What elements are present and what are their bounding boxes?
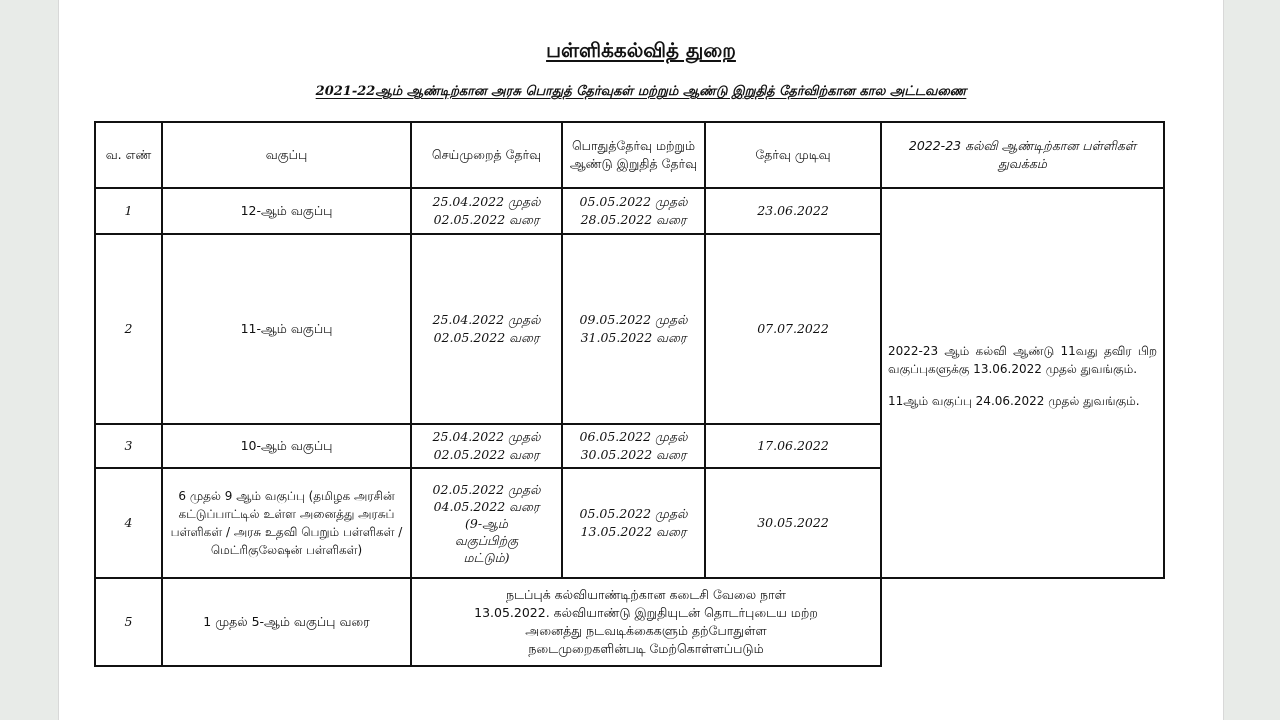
row-exam	[562, 234, 705, 424]
practical-line: 25.04.2022 முதல்	[432, 312, 541, 327]
row-exam	[562, 188, 705, 234]
row-sno: 4	[95, 468, 162, 578]
note-line: நடைமுறைகளின்படி மேற்கொள்ளப்படும்	[528, 641, 764, 656]
department-title: பள்ளிக்கல்வித் துறை	[546, 38, 736, 62]
header-sno: வ. எண்	[95, 122, 162, 188]
exam-line: 13.05.2022 வரை	[580, 524, 687, 539]
header-exam: பொதுத்தேர்வு மற்றும் ஆண்டு இறுதித் தேர்வு	[562, 122, 705, 188]
row-exam	[562, 468, 705, 578]
opening-note-2: 11ஆம் வகுப்பு 24.06.2022 முதல் துவங்கும்.	[888, 394, 1140, 408]
row-class: 10-ஆம் வகுப்பு	[162, 424, 411, 468]
row-sno: 3	[95, 424, 162, 468]
practical-line: 04.05.2022 வரை	[433, 498, 540, 514]
practical-line: 25.04.2022 முதல்	[432, 429, 541, 444]
practical-line: 02.05.2022 வரை	[433, 330, 540, 345]
practical-line: 02.05.2022 வரை	[433, 447, 540, 462]
row-result: 17.06.2022	[705, 424, 881, 468]
opening-note-1: 2022-23 ஆம் கல்வி ஆண்டு 11வது தவிர பிற வகுப்புகளுக்கு 13.06.2022 முதல் துவங்கும்.	[888, 344, 1157, 376]
practical-line: (9-ஆம்	[465, 515, 508, 531]
note-line: நடப்புக் கல்வியாண்டிற்கான கடைசி வேலை நாள்	[506, 587, 786, 602]
exam-line: 05.05.2022 முதல்	[579, 194, 688, 209]
practical-line: 25.04.2022 முதல்	[432, 194, 541, 209]
row-practical	[411, 234, 562, 424]
row-exam	[562, 424, 705, 468]
document-page	[58, 0, 1224, 720]
row-practical	[411, 468, 562, 578]
row-class: 11-ஆம் வகுப்பு	[162, 234, 411, 424]
exam-schedule-table	[94, 121, 1165, 667]
exam-line: 05.05.2022 முதல்	[579, 506, 688, 521]
exam-line: 31.05.2022 வரை	[580, 330, 687, 345]
exam-line: 06.05.2022 முதல்	[579, 429, 688, 444]
header-practical: செய்முறைத் தேர்வு	[411, 122, 562, 188]
table-row	[95, 578, 1164, 666]
row-class: 1 முதல் 5-ஆம் வகுப்பு வரை	[162, 578, 411, 666]
row-sno: 2	[95, 234, 162, 424]
exam-line: 28.05.2022 வரை	[580, 212, 687, 227]
practical-line: 02.05.2022 முதல்	[432, 481, 541, 497]
row-result: 07.07.2022	[705, 234, 881, 424]
row-practical	[411, 188, 562, 234]
exam-line: 30.05.2022 வரை	[580, 447, 687, 462]
header-class: வகுப்பு	[162, 122, 411, 188]
schedule-subtitle: 2021-22ஆம் ஆண்டிற்கான அரசு பொதுத் தேர்வுகள் மற்றும் ஆண்டு இறுதித் தேர்விற்கான கால அட்டவணை	[315, 84, 967, 99]
row-result: 23.06.2022	[705, 188, 881, 234]
header-school-start: 2022-23 கல்வி ஆண்டிற்கான பள்ளிகள் துவக்கம்	[881, 122, 1164, 188]
header-result: தேர்வு முடிவு	[705, 122, 881, 188]
practical-line: மட்டும்)	[463, 549, 510, 565]
table-header-row	[95, 122, 1164, 188]
row-sno: 1	[95, 188, 162, 234]
row-practical	[411, 424, 562, 468]
school-opening-note	[881, 188, 1164, 578]
note-line: அனைத்து நடவடிக்கைகளும் தற்போதுள்ள	[525, 623, 767, 638]
table-row	[95, 188, 1164, 234]
practical-line: 02.05.2022 வரை	[433, 212, 540, 227]
row-class: 6 முதல் 9 ஆம் வகுப்பு (தமிழக அரசின் கட்டுப்பாட்டில் உள்ள அனைத்து அரசுப் பள்ளிகள் / அரசு உதவி பெறும் பள்ளிகள் / மெட்ரிகுலேஷன் பள்ளிகள்)	[162, 468, 411, 578]
note-line: 13.05.2022. கல்வியாண்டு இறுதியுடன் தொடர்புடைய மற்ற	[474, 605, 818, 620]
row-class: 12-ஆம் வகுப்பு	[162, 188, 411, 234]
row-sno: 5	[95, 578, 162, 666]
row-result: 30.05.2022	[705, 468, 881, 578]
exam-line: 09.05.2022 முதல்	[579, 312, 688, 327]
practical-line: வகுப்பிற்கு	[454, 532, 519, 548]
row-note	[411, 578, 881, 666]
